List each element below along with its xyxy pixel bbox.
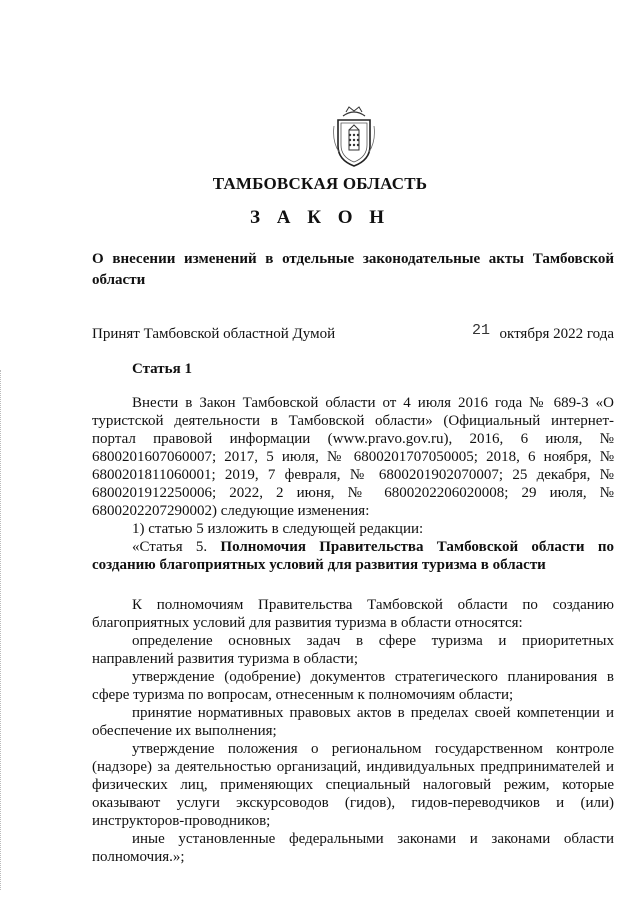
adoption-text: Принят Тамбовской областной Думой	[92, 326, 336, 342]
article-heading: Статья 1	[132, 361, 192, 377]
amendment-item-paragraph: 1) статью 5 изложить в следующей редакции:	[132, 521, 424, 537]
article5-heading	[92, 538, 614, 574]
coat-of-arms-icon	[331, 106, 377, 168]
powers-paragraph: определение основных задач в сфере туризма и приоритетных направлений развития туризма в области;	[92, 633, 614, 667]
scan-margin-marks	[0, 370, 3, 890]
adoption-month-year: октября 2022 года	[499, 326, 614, 342]
region-title: ТАМБОВСКАЯ ОБЛАСТЬ	[212, 174, 428, 193]
law-subject: О внесении изменений в отдельные законодательные акты Тамбовской области	[92, 251, 614, 288]
powers-paragraph: принятие нормативных правовых актов в пределах своей компетенции и обеспечение их выполнения;	[92, 705, 614, 739]
powers-paragraph: иные установленные федеральными законами и законами области полномочия.»;	[92, 831, 614, 865]
amendment-intro-paragraph: Внести в Закон Тамбовской области от 4 июля 2016 года № 689-З «О туристской деятельности в Тамбовской области» (Официальный интернет-портал правовой информации (www.pravo.gov.ru), 2016, 6 июля, № 6800201607060007; 2017, 5 июля, № 6800201707050005; 2018, 6 ноября, № 6800201811060001; 2019, 7 февраля, № 6800201902070007; 25 декабря, № 6800201912250006; 2022, 2 июня, № 6800202206020008; 29 июля, № 6800202207290002) следующие изменения:	[92, 395, 614, 519]
document-body	[92, 394, 614, 866]
powers-paragraph: утверждение положения о региональном государственном контроле (надзоре) за деятельностью организаций, индивидуальных предпринимателей и физических лиц, применяющих специальный налоговый режим, которые оказывают услуги экскурсоводов (гидов), гидов-переводчиков и (или) инструкторов-проводников;	[92, 741, 614, 829]
adoption-line	[92, 322, 614, 346]
powers-paragraph: утверждение (одобрение) документов стратегического планирования в сфере туризма по вопросам, отнесенным к полномочиям области;	[92, 669, 614, 703]
adoption-day: 21	[472, 322, 491, 339]
powers-paragraph: К полномочиям Правительства Тамбовской области по созданию благоприятных условий для развития туризма в области относятся:	[92, 597, 614, 631]
law-title: З А К О Н	[249, 207, 391, 228]
article5-prefix: «Статья 5.	[132, 539, 221, 555]
article5-title: Полномочия Правительства Тамбовской области по созданию благоприятных условий для развития туризма в области	[92, 539, 614, 573]
